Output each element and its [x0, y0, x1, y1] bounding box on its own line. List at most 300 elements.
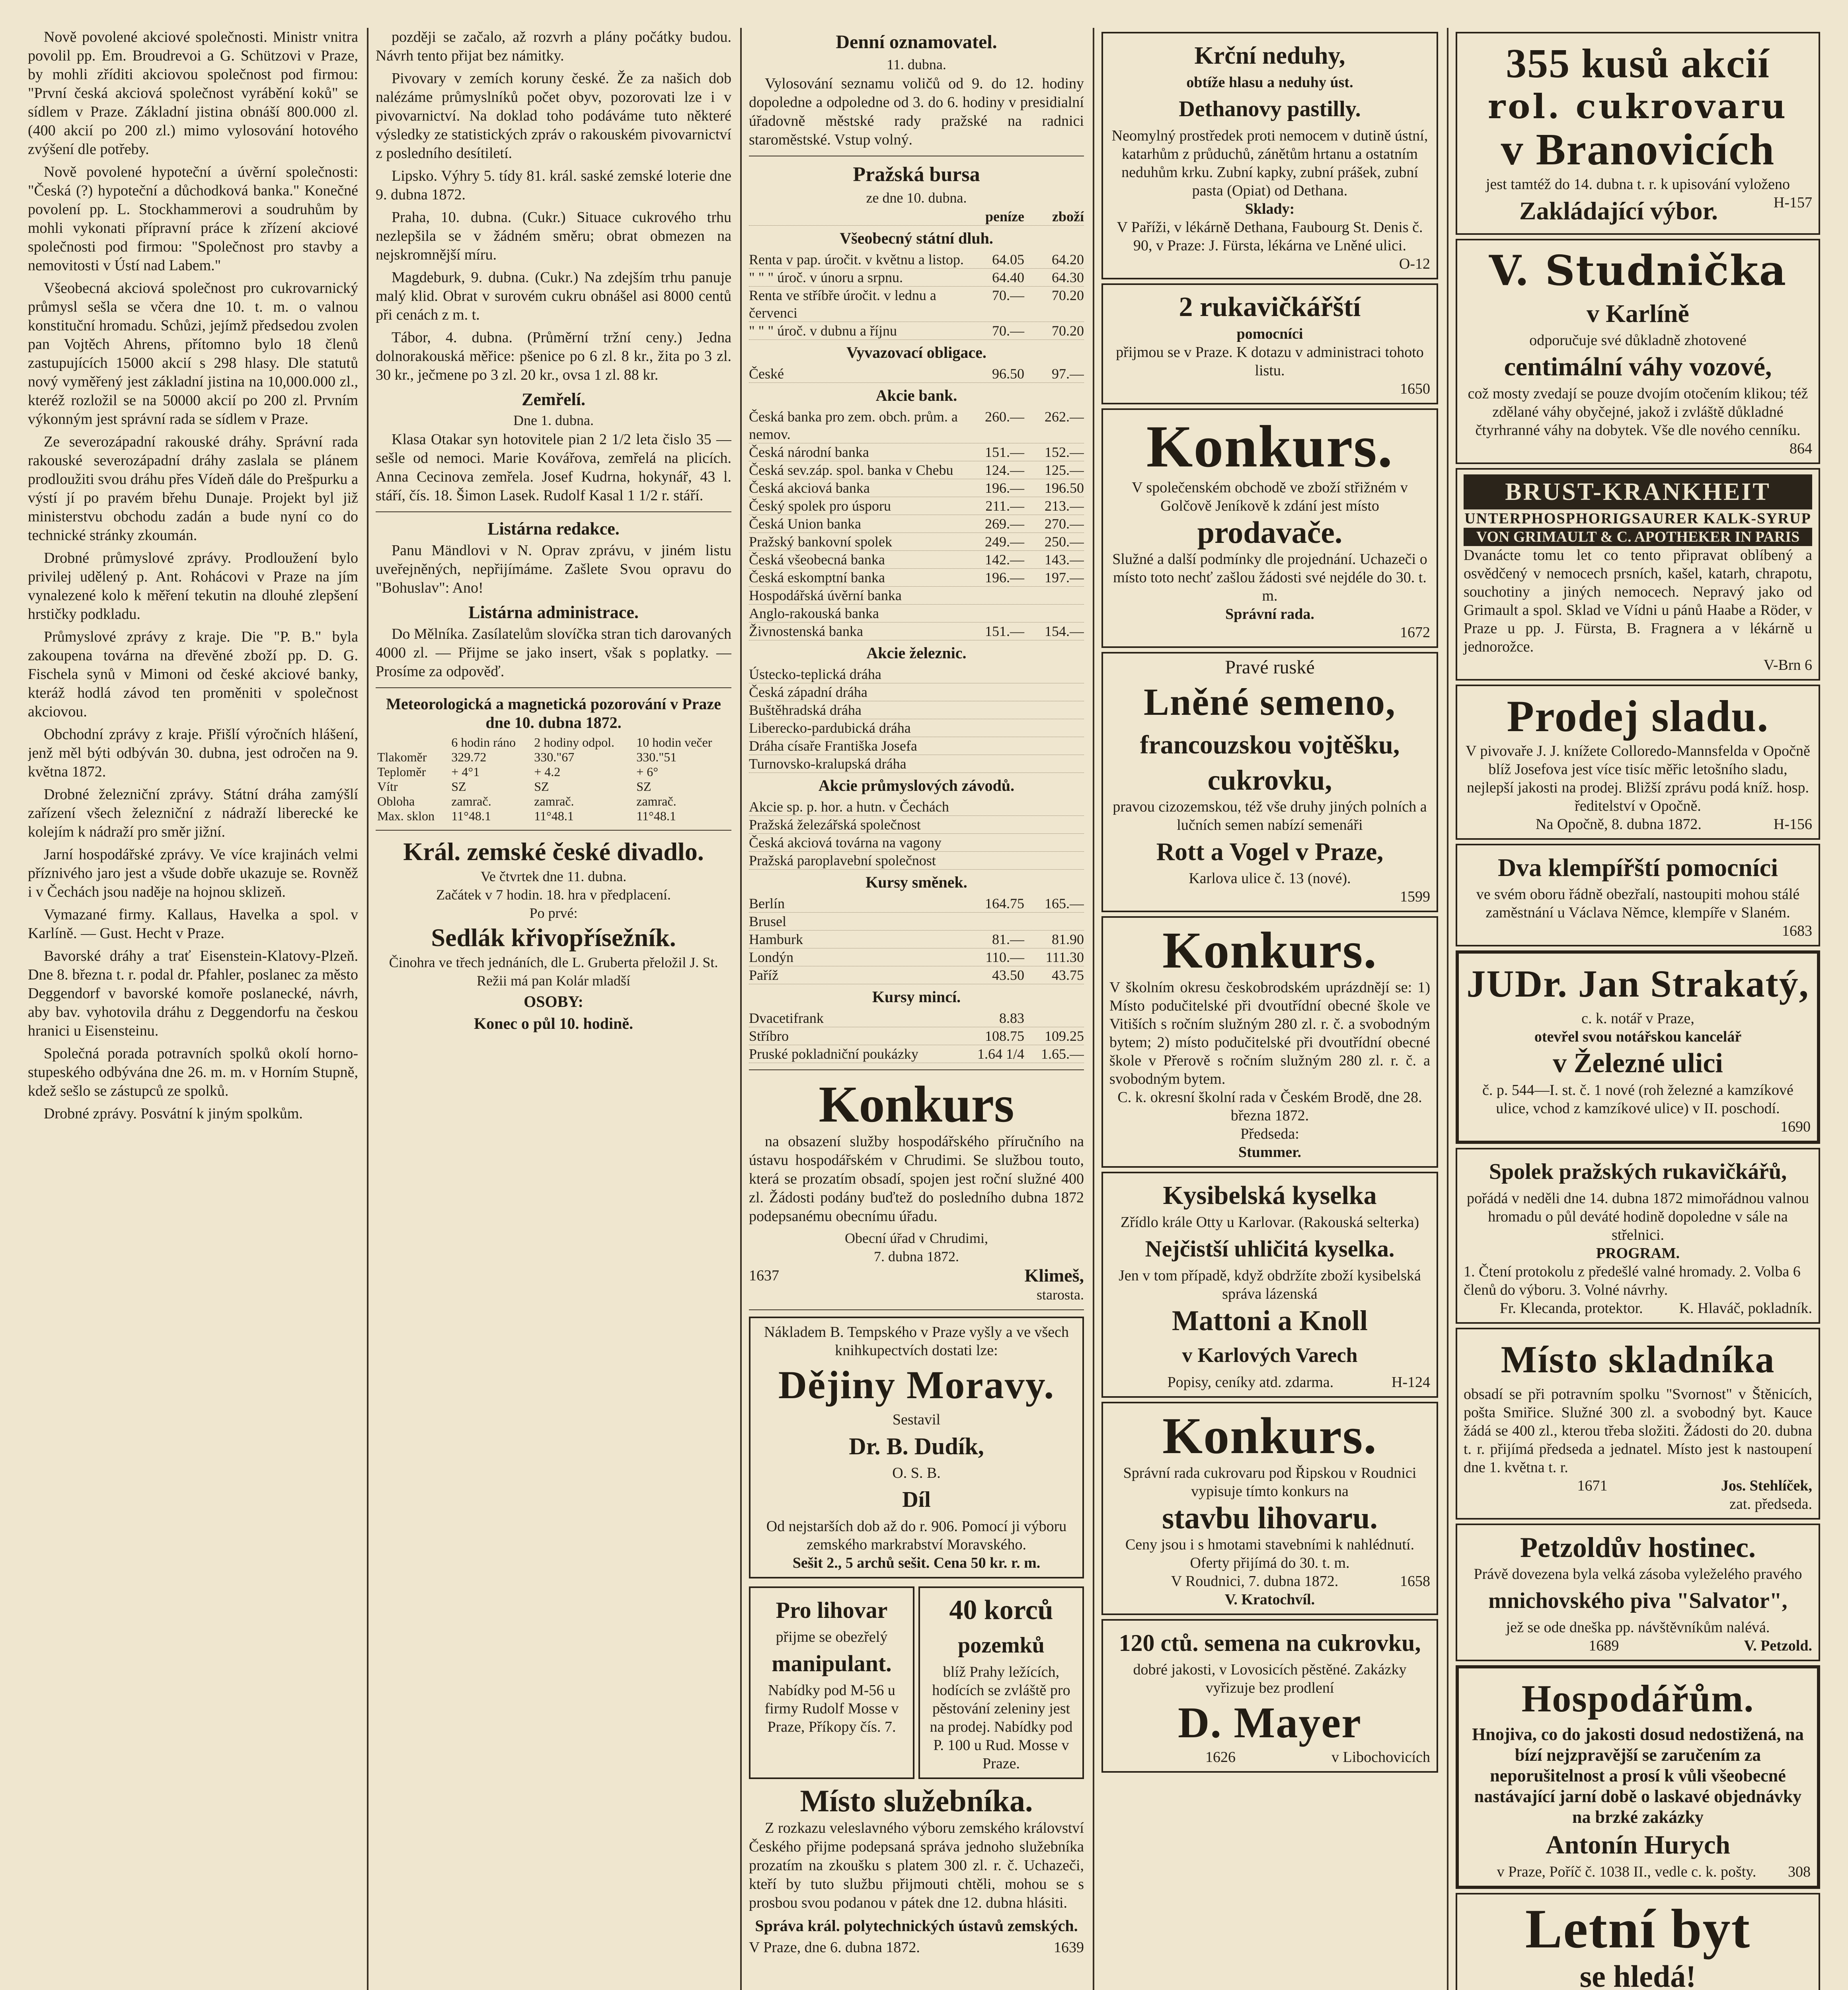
konkurs-name: Klimeš,	[1024, 1265, 1084, 1286]
shares-title: 355 kusů akcií	[1506, 41, 1770, 86]
bourse-item-name: Česká banka pro zem. obch. prům. a nemov.	[749, 409, 958, 442]
bourse-value: 64.40	[992, 269, 1024, 285]
table-cell: + 4.2	[534, 765, 561, 779]
table-row	[749, 852, 1084, 870]
divider	[376, 511, 731, 512]
table-row	[749, 816, 1084, 834]
tinsmith-title: Dva klempířští pomocníci	[1498, 853, 1778, 882]
konkurs-distillery-text: Správní rada cukrovaru pod Řipskou v Roudnici vypisuje tímto konkurs na	[1123, 1465, 1417, 1500]
table-cell: 11°48.1	[451, 809, 491, 823]
ad-pair	[749, 1582, 1084, 1783]
table-cell: 11°48.1	[534, 809, 574, 823]
notary-title: JUDr. Jan Strakatý,	[1466, 962, 1809, 1005]
storekeeper-footer	[1464, 1477, 1812, 1495]
konkurs-seller-title: Konkurs.	[1146, 414, 1394, 480]
news-paragraph: Drobné zprávy. Posvátní k jiným spolkům.	[44, 1105, 303, 1122]
distillery-ad	[749, 1586, 914, 1779]
bourse-table	[749, 229, 1084, 1063]
throat-text: Neomylný prostředek proti nemocem v dutině ústní, katarhům z průduchů, zánětům hrtanu a ostatním neduhům krku. Zubní kapky, zubní prášek, zubní pasta (Opiat) od Dethana.	[1111, 127, 1428, 199]
summer-flat-sub: se hledá!	[1579, 1959, 1696, 1990]
bourse-value	[965, 834, 1024, 851]
ad-number: 1690	[1780, 1118, 1811, 1135]
book-order: O. S. B.	[892, 1465, 941, 1481]
table-cell: zamrač.	[636, 794, 676, 808]
theatre-heading: Král. zemské české divadlo.	[403, 837, 704, 866]
bourse-value: 110.—	[985, 949, 1024, 965]
malt-text: V pivovaře J. J. knížete Colloredo-Mannsfelda v Opočně blíž Josefova jest více tisíc měřic letošního sladu, nejlepší jakosti na prodej. Bližší zprávu podá kníž. hosp. ředitelství v Opočně.	[1466, 743, 1810, 814]
scales-ad	[1456, 239, 1820, 464]
table-row	[749, 587, 1084, 605]
table-header-cell: 6 hodin ráno	[451, 735, 516, 749]
farmers-address: v Praze, Poříč č. 1038 II., vedle c. k. pošty.	[1497, 1863, 1756, 1880]
mineral-water-title: Kysibelská kyselka	[1163, 1181, 1377, 1210]
news-paragraph: později se začalo, až rozvrh a plány počátky budou. Návrh tento přijat bez námitky.	[376, 29, 731, 64]
table-row	[749, 1045, 1084, 1063]
bourse-value: 124.—	[985, 462, 1024, 478]
bourse-value	[1024, 798, 1084, 816]
bourse-value: 64.05	[992, 252, 1024, 267]
bourse-item-name: " " " úroč. v dubnu a říjnu	[749, 323, 897, 339]
konkurs-teacher-name: Stummer.	[1238, 1144, 1301, 1161]
ad-number: 1650	[1400, 380, 1430, 397]
ad-number: 1683	[1782, 923, 1812, 939]
distillery-title: Pro lihovar	[776, 1597, 888, 1623]
bourse-value: 269.—	[985, 516, 1024, 532]
admin-letters-text: Do Mělníka. Zasílatelům slovíčka stran tich darovaných 4000 zl. — Přijme se jako insert, však s poplatky. — Prosíme za odpověď.	[376, 626, 731, 680]
bourse-date: ze dne 10. dubna.	[866, 190, 967, 206]
konkurs-seller-ad	[1101, 408, 1438, 648]
farmers-text: Hnojiva, co do jakosti dosud nedostižená, na bízí nejzpravější se zaručením za neporušitelnost a prosí k vůli všeobecné nastávající jarní době o laskavé objednávky na brzké zakázky	[1472, 1725, 1804, 1827]
throat-brand: Dethanovy pastilly.	[1179, 97, 1361, 121]
beet-seed-place: v Libochovicích	[1331, 1749, 1430, 1766]
bourse-value: 250.—	[1045, 534, 1084, 550]
ad-number: 1637	[749, 1267, 779, 1284]
seed-firm: Rott a Vogel v Praze,	[1156, 837, 1384, 866]
book-by: Sestavil	[892, 1411, 941, 1428]
bourse-value: 143.—	[1045, 552, 1084, 568]
inn-footer	[1464, 1637, 1812, 1655]
bourse-value: 43.50	[992, 967, 1024, 983]
ad-number: 1658	[1400, 1573, 1430, 1590]
bourse-item-name: Dvacetifrank	[749, 1010, 824, 1026]
bourse-value	[1024, 587, 1084, 604]
book-title: Dějiny Moravy.	[778, 1363, 1055, 1407]
konkurs-heading: Konkurs	[819, 1076, 1014, 1133]
storekeeper-text: obsadí se při potravním spolku "Svornost" v Štěnicích, pošta Smiřice. Služné 300 zl. a svobodný byt. Kauce žádá se 400 zl., kterou třeba složiti. Žádosti do 20. dubna t. r. přijímá předseda a jednatel. Místo jest k nastoupení dne 1. května t. r.	[1464, 1386, 1812, 1476]
divider	[749, 1069, 1084, 1070]
seed-text: pravou cizozemskou, též vše druhy jiných polních a lučních semen nabízí semenáři	[1113, 798, 1427, 833]
bourse-item-name: " " " úroč. v únoru a srpnu.	[749, 269, 903, 285]
bourse-value: 70.—	[992, 287, 1024, 303]
news-paragraph: Pivovary v zemích koruny české. Že za našich dob nalézáme průmyslníků počet obyv, pozorovati lze i v pivovarnictví. Na doklad toho podáváme tuto některé výsledky ze statistických zpráv o rakouském pivovarnictví z posledního desítiletí.	[376, 70, 731, 162]
theatre-subtitle: Činohra ve třech jednáních, dle L. Gruberta přeložil J. St.	[389, 954, 718, 970]
bourse-value: 43.75	[1052, 967, 1084, 983]
throat-place: V Paříži, v lékárně Dethana, Faubourg St. Denis č. 90, v Praze: J. Fürsta, lékárna ve Lněné ulici.	[1117, 219, 1423, 254]
konkurs-role: starosta.	[1037, 1287, 1084, 1303]
syrup-ad	[1456, 468, 1820, 681]
column-4-ads	[1101, 28, 1438, 1990]
land-text: blíž Prahy ležících, hodících se zvláště pro pěstování zeleniny jest na prodej. Nabídky pod P. 100 u Rud. Mosse v Praze.	[930, 1664, 1073, 1772]
shares-sign: Zakládající výbor.	[1519, 197, 1718, 225]
konkurs-seller-big: prodavače.	[1197, 515, 1343, 550]
konkurs-teacher-text: V školním okresu českobrodském uprázdnějí se: 1) Místo podučitelské při dvoutřídní obecné škole ve Vitiších s ročním služným 280 zl. r. č. a svobodným bytem; 2) místo podučitelské při dvoutřídní obecné škole v Přerově s ročním služným 280 zl. r. č. a svobodným bytem.	[1109, 979, 1430, 1087]
inn-big: mnichovského piva "Salvator",	[1488, 1588, 1788, 1613]
theatre-persons: OSOBY:	[524, 993, 583, 1011]
theatre-start: Začátek v 7 hodin. 18. hra v předplacení.	[436, 887, 671, 903]
bourse-value: 154.—	[1045, 623, 1084, 639]
summer-flat-ad	[1456, 1893, 1820, 1990]
bourse-value: 70.—	[992, 323, 1024, 339]
letters-text: Panu Mändlovi v N. Oprav zprávu, v jiném listu uveřejněných, nepřijímáme. Zašlete Svou opravu do "Bohuslav": Ano!	[376, 542, 731, 596]
storekeeper-name: Jos. Stehlíček,	[1721, 1477, 1812, 1494]
bourse-value	[1024, 816, 1084, 833]
bourse-group-heading: Vyvazovací obligace.	[846, 343, 986, 361]
bourse-group-heading: Všeobecný státní dluh.	[840, 229, 993, 247]
bourse-group-heading: Akcie bank.	[875, 386, 957, 404]
beet-seed-title: 120 ctů. semena na cukrovku,	[1119, 1630, 1421, 1656]
table-cell: SZ	[534, 779, 549, 794]
bourse-value	[965, 665, 1024, 683]
konkurs-distillery-text2: Ceny jsou i s hmotami stavebními k nahlédnutí. Oferty přijímá do 30. t. m.	[1125, 1536, 1415, 1571]
bourse-value: 96.50	[992, 366, 1024, 382]
bourse-value: 70.20	[1052, 287, 1084, 303]
scales-big: centimální váhy vozové,	[1504, 352, 1772, 381]
table-row	[376, 779, 731, 794]
bourse-item-name: Turnovsko-kralupská dráha	[749, 756, 906, 772]
syrup-title: BRUST-KRANKHEIT	[1464, 474, 1812, 509]
servant-signature: Správa král. polytechnických ústavů zemských.	[755, 1917, 1078, 1935]
bourse-value	[1024, 913, 1084, 930]
servant-footer	[749, 1938, 1084, 1957]
distillery-big: manipulant.	[772, 1651, 892, 1676]
konkurs-teacher-chair: Předseda:	[1240, 1126, 1299, 1142]
news-paragraph: Magdeburk, 9. dubna. (Cukr.) Na zdejším trhu panuje malý klid. Obrat v surovém cukru obnášel asi 8000 centů při cenách z m. t.	[376, 269, 731, 323]
table-row	[749, 515, 1084, 533]
ad-number: 1599	[1400, 888, 1430, 905]
column-5-ads	[1456, 28, 1820, 1990]
column-2-news	[376, 28, 731, 1990]
seed-ad	[1101, 652, 1438, 912]
bourse-item-name: Akcie sp. p. hor. a hutn. v Čechách	[749, 799, 949, 815]
mineral-water-sub: Zřídlo krále Otty u Karlovar. (Rakouská selterka)	[1120, 1214, 1419, 1231]
inn-text2: jež se ode dneška pp. návštěvníkům nalévá.	[1506, 1619, 1770, 1636]
bourse-item-name: Živnostenská banka	[749, 623, 863, 639]
beet-seed-text: dobré jakosti, v Lovosicích pěstěné. Zakázky vyřizuje bez prodlení	[1133, 1661, 1407, 1696]
bourse-group-heading: Kursy mincí.	[872, 988, 961, 1006]
table-row	[749, 1009, 1084, 1027]
ad-number: 1626	[1205, 1749, 1236, 1766]
summer-flat-title: Letní byt	[1525, 1898, 1751, 1960]
servant-date: V Praze, dne 6. dubna 1872.	[749, 1939, 920, 1956]
scales-place: v Karlíně	[1587, 299, 1689, 328]
table-row	[749, 365, 1084, 383]
bourse-value: 211.—	[985, 498, 1024, 514]
notary-ad	[1456, 950, 1820, 1144]
bourse-value	[965, 701, 1024, 719]
bourse-value: 64.20	[1052, 252, 1084, 267]
table-row	[749, 497, 1084, 515]
table-row	[749, 719, 1084, 737]
konkurs-footer	[749, 1266, 1084, 1285]
malt-footer	[1464, 815, 1812, 833]
book-price: Sešit 2., 5 archů sešit. Cena 50 kr. r. m.	[792, 1555, 1041, 1571]
mineral-water-text: Jen v tom případě, když obdržíte zboží kysibelská správa lázenská	[1119, 1267, 1421, 1302]
table-row	[749, 895, 1084, 913]
bourse-value: 197.—	[1045, 570, 1084, 585]
table-row	[749, 798, 1084, 816]
konkurs-teacher-ad	[1101, 916, 1438, 1168]
ad-number: O-12	[1399, 256, 1430, 272]
deaths-text: Klasa Otakar syn hotovitele pian 2 1/2 leta čislo 35 — sešle od nemoci. Marie Kovářova, zemřelá na plicích. Anna Cecinova zemřela. Josef Kudrna, hokynář, 43 l. stáří, čís. 18. Šimon Lasek. Rudolf Kasal 1 1/2 r. stáří.	[376, 431, 731, 504]
notary-big: v Železné ulici	[1553, 1048, 1723, 1079]
table-row	[749, 251, 1084, 269]
divider	[376, 830, 731, 831]
mineral-water-big: Nejčistší uhličitá kyselka.	[1145, 1236, 1395, 1262]
ad-number: 308	[1788, 1863, 1811, 1880]
table-header-cell: 10 hodin večer	[636, 735, 712, 749]
bourse-value	[965, 913, 1024, 930]
bourse-value	[965, 852, 1024, 869]
syrup-maker: VON GRIMAULT & C. APOTHEKER IN PARIS	[1464, 528, 1812, 546]
bourse-value: 151.—	[985, 444, 1024, 460]
bourse-value	[1024, 1009, 1084, 1027]
land-sub: pozemků	[958, 1633, 1045, 1658]
konkurs-distillery-ad	[1101, 1402, 1438, 1615]
news-paragraph: Lipsko. Výhry 5. tídy 81. král. saské zemské loterie dne 9. dubna 1872.	[376, 168, 731, 203]
throat-ad	[1101, 32, 1438, 279]
book-publisher: Nákladem B. Tempského v Praze vyšly a ve všech knihkupectvích dostati lze:	[764, 1324, 1069, 1359]
table-row	[749, 966, 1084, 984]
weather-table	[376, 735, 731, 823]
theatre-play-title: Sedlák křivopřísežník.	[431, 923, 676, 952]
bourse-value: 151.—	[985, 623, 1024, 639]
bourse-value: 108.75	[985, 1028, 1024, 1044]
news-paragraph: Praha, 10. dubna. (Cukr.) Situace cukrového trhu nezlepšila se v žádném směru; obrat obmezen na nejskromnější míru.	[376, 209, 731, 263]
bourse-item-name: Berlín	[749, 896, 785, 911]
table-cell: 11°48.1	[636, 809, 676, 823]
bourse-value	[965, 798, 1024, 816]
bourse-value	[1024, 683, 1084, 701]
mineral-water-place: v Karlových Varech	[1182, 1344, 1358, 1367]
shares-ad	[1456, 32, 1820, 235]
seed-address: Karlova ulice č. 13 (nové).	[1189, 870, 1351, 887]
table-row	[749, 931, 1084, 948]
table-row	[376, 750, 731, 765]
bourse-value: 81.90	[1052, 931, 1084, 947]
bourse-value	[965, 816, 1024, 833]
news-paragraph: Jarní hospodářské zprávy. Ve více krajinách velmi příznivého jaro jest a všude dobře ukazuje se. Rovněž i v Čechách jsou naděje na hojnou sklizeň.	[28, 846, 358, 900]
throat-depots: Sklady:	[1245, 201, 1295, 217]
table-cell: Tlakoměr	[377, 750, 427, 764]
book-text: Od nejstarších dob až do r. 906. Pomocí ji výboru zemského markrabství Moravského.	[766, 1518, 1067, 1553]
bourse-heading: Pražská bursa	[853, 163, 980, 186]
news-paragraph: Tábor, 4. dubna. (Průměrní tržní ceny.) Jedna dolnorakouská měřice: pšenice po 6 zl. 8 kr., žita po 3 zl. 30 kr., ječmene po 3 zl. 20 kr., ovsa 1 zl. 88 kr.	[376, 329, 731, 383]
divider	[376, 687, 731, 688]
ad-number: 1671	[1577, 1477, 1608, 1494]
bourse-value	[1024, 701, 1084, 719]
table-row	[749, 1027, 1084, 1045]
bourse-item-name: Pražský bankovní spolek	[749, 534, 892, 550]
bourse-value: 111.30	[1045, 949, 1084, 965]
table-row	[749, 269, 1084, 287]
table-row	[749, 665, 1084, 683]
servant-heading: Místo služebníka.	[800, 1783, 1033, 1818]
tinsmith-ad	[1456, 844, 1820, 946]
table-cell: 329.72	[451, 750, 487, 764]
bourse-group-heading: Akcie železnic.	[866, 644, 967, 662]
syrup-sub: UNTERPHOSPHORIGSAURER KALK-SYRUP	[1464, 510, 1811, 527]
mineral-water-ad	[1101, 1172, 1438, 1398]
bourse-value	[1024, 605, 1084, 622]
bourse-header-row	[749, 208, 1084, 226]
bourse-col-header: peníze	[985, 209, 1024, 224]
bourse-value	[1024, 737, 1084, 755]
admin-letters-heading: Listárna administrace.	[468, 603, 639, 622]
seed-mid: francouzskou vojtěšku,	[1140, 730, 1400, 759]
table-cell: zamrač.	[451, 794, 491, 808]
bourse-item-name: Česká Union banka	[749, 516, 861, 532]
table-row	[749, 479, 1084, 497]
glover-sub: pomocníci	[1236, 326, 1303, 342]
bourse-item-name: Česká sev.záp. spol. banka v Chebu	[749, 462, 953, 478]
farmers-title: Hospodářům.	[1521, 1677, 1754, 1720]
bourse-item-name: Česká národní banka	[749, 444, 869, 460]
bourse-item-name: Renta v pap. úročit. v květnu a listop.	[749, 252, 964, 267]
glovers-society-text: pořádá v neděli dne 14. dubna 1872 mimořádnou valnou hromadu o půl deváté hodině dopoledne v sále na střelnici.	[1466, 1190, 1809, 1243]
scales-text: odporučuje své důkladně zhotovené	[1529, 332, 1747, 349]
divider	[749, 1309, 1084, 1310]
ad-number: 864	[1790, 440, 1812, 457]
konkurs-teacher-sign: C. k. okresní školní rada v Českém Brodě, dne 28. března 1872.	[1117, 1089, 1422, 1124]
tinsmith-text: ve svém oboru řádně obezřalí, nastoupiti mohou stálé zaměstnání u Václava Němce, klempíře v Slaném.	[1476, 886, 1800, 921]
news-paragraph: Průmyslové zprávy z kraje. Die "P. B." byla zakoupena továrna na dřevěné zboží pp. D. G. Fischela synů v Mimoni od české akciové banky, kteráž hodlá závod ten proměniti v společnost akciovou.	[28, 628, 358, 720]
table-row	[749, 551, 1084, 569]
malt-title: Prodej sladu.	[1507, 692, 1769, 741]
bourse-value: 165.—	[1045, 896, 1084, 911]
column-3	[749, 28, 1084, 1990]
book-author: Dr. B. Dudík,	[849, 1433, 984, 1459]
column-rule	[740, 28, 742, 1990]
table-row	[376, 794, 731, 809]
letters-heading: Listárna redakce.	[487, 519, 620, 538]
bourse-value: 1.64 1/4	[977, 1046, 1024, 1062]
mineral-water-footer	[1109, 1373, 1430, 1391]
bourse-value: 125.—	[1045, 462, 1084, 478]
bourse-value: 97.—	[1052, 366, 1084, 382]
table-cell: 330."67	[534, 750, 575, 764]
land-title: 40 korců	[949, 1595, 1053, 1625]
shares-mid: rol. cukrovaru	[1488, 87, 1788, 126]
distillery-text: Nabídky pod M-56 u firmy Rudolf Mosse v Praze, Příkopy čís. 7.	[764, 1682, 899, 1735]
theatre-end: Konec o půl 10. hodině.	[474, 1015, 634, 1032]
scales-title: V. Studnička	[1489, 246, 1787, 295]
bourse-value: 196.50	[1045, 480, 1084, 496]
throat-title: Krční neduhy,	[1194, 42, 1345, 69]
konkurs-seller-sign: Správní rada.	[1225, 606, 1314, 622]
mineral-water-foot: Popisy, ceníky atd. zdarma.	[1167, 1374, 1334, 1391]
bourse-value: 64.30	[1052, 269, 1084, 285]
konkurs-text: na obsazení služby hospodářského příručního na ústavu hospodářském v Chrudimi. Se službou touto, která se prozatím obsadí, spojen jest roční služné 400 zl. Žádosti podány buďtež do posledního dubna 1872 podepsanému obecnímu úřadu.	[749, 1133, 1084, 1225]
bourse-item-name: Pruské pokladniční poukázky	[749, 1046, 918, 1062]
news-paragraph: Vymazané firmy. Kallaus, Havelka a spol. v Karlíně. — Gust. Hecht v Praze.	[28, 906, 358, 942]
seed-mid2: cukrovku,	[1207, 764, 1332, 796]
bourse-value	[1024, 719, 1084, 737]
farmers-footer	[1465, 1863, 1811, 1881]
glovers-society-left: Fr. Klecanda, protektor.	[1499, 1300, 1643, 1317]
konkurs-distillery-title: Konkurs.	[1162, 1407, 1377, 1465]
storekeeper-role: zat. předseda.	[1729, 1496, 1812, 1512]
ad-number: H-157	[1773, 194, 1812, 211]
bourse-item-name: Paříž	[749, 967, 778, 983]
table-row	[749, 408, 1084, 443]
seed-title: Lněné semeno,	[1144, 681, 1396, 723]
bourse-value	[965, 683, 1024, 701]
table-row	[749, 605, 1084, 622]
beet-seed-footer	[1109, 1748, 1430, 1766]
bourse-value	[965, 719, 1024, 737]
notary-text: otevřel svou notářskou kancelář	[1534, 1028, 1742, 1045]
glovers-society-title: Spolek pražských rukavičkářů,	[1489, 1159, 1787, 1184]
bourse-item-name: Česká akciová továrna na vagony	[749, 835, 942, 851]
table-row	[749, 737, 1084, 755]
table-row	[749, 461, 1084, 479]
table-row	[749, 755, 1084, 773]
bourse-value	[965, 755, 1024, 773]
news-paragraph: Obchodní zprávy z kraje. Přišlí výročních hlášení, jenž měl býti odbýván 30. dubna, jest odročen na 9. května 1872.	[28, 726, 358, 780]
bourse-value: 70.20	[1052, 323, 1084, 339]
bourse-item-name: Renta ve stříbře úročit. v lednu a červenci	[749, 287, 936, 321]
daily-notice-heading: Denní oznamovatel.	[836, 31, 997, 53]
glovers-society-items: 1. Čtení protokolu z předešlé valné hromady. 2. Volba 6 členů do výboru. 3. Volné návrhy.	[1464, 1263, 1801, 1298]
inn-title: Petzoldův hostinec.	[1520, 1532, 1756, 1563]
glover-title: 2 rukavičkářští	[1179, 292, 1361, 322]
syrup-text: Dvanácte tomu let co tento připravat oblíbený a osvědčený v nemocech prsních, kašel, katarh, chrapotu, souchotiny a jiných nemocech. Nepravý jako od Grimault a spol. Sklad ve Vídni u pánů Haabe a Röder, v Praze u pp. J. Fürsta, B. Fragnera a v lékárně u jednorožce.	[1464, 547, 1812, 655]
table-row	[749, 287, 1084, 322]
column-rule	[1093, 28, 1094, 1990]
glovers-society-footer	[1464, 1299, 1812, 1317]
news-paragraph: Ze severozápadní rakouské dráhy. Správní rada rakouské severozápadní dráhy zaslala se plánem prodloužiti svou dráhu přes Vídeň dále do Prešpurku a výstí jí po pravém břehu Dunaje. Projekt byl již ministerstvu obchodu zadán a bude nyní co do technické stránky zkoumán.	[28, 433, 358, 544]
shares-place: v Branovicích	[1501, 125, 1775, 174]
distillery-sub: přijme se obezřelý	[776, 1629, 888, 1645]
column-1-news	[28, 28, 358, 1990]
theatre-first: Po prvé:	[529, 905, 578, 921]
konkurs-seller-text2: Služné a další podmínky dle projednání. Uchazeči o místo toto nechť zašlou žádosti své nejdéle do 30. t. m.	[1112, 551, 1427, 604]
table-row	[749, 322, 1084, 340]
bourse-group-heading: Kursy směnek.	[866, 873, 967, 891]
deaths-heading: Zemřelí.	[521, 390, 586, 409]
theatre-director: Režii má pan Kolár mladší	[477, 973, 630, 989]
konkurs-distillery-date: V Roudnici, 7. dubna 1872.	[1171, 1573, 1339, 1590]
table-row	[749, 948, 1084, 966]
column-rule	[1447, 28, 1448, 1990]
ad-number: 1689	[1589, 1637, 1619, 1654]
bourse-value	[1024, 665, 1084, 683]
bourse-item-name: Hamburk	[749, 931, 803, 947]
bourse-item-name: České	[749, 366, 784, 382]
bourse-value: 260.—	[985, 409, 1024, 425]
news-paragraph: Nově povolené akciové společnosti. Ministr vnitra povolil pp. Em. Broudrevoi a G. Schützovi v Praze, by mohli zříditi akciovou společnost pod firmou: "První česká akciová společnost vyrábění koků" se sídlem v Praze. Základní jistina obnáší 800.000 zl. (400 akcií po 200 zl.) mimo vylosování hotového zvýšení dle potřeby.	[28, 29, 358, 158]
bourse-group-heading: Akcie průmyslových závodů.	[818, 776, 1015, 794]
ad-number: 1639	[1054, 1939, 1084, 1956]
storekeeper-title: Místo skladníka	[1501, 1338, 1775, 1381]
bourse-value	[965, 587, 1024, 604]
bourse-value	[1024, 834, 1084, 851]
bourse-item-name: Liberecko-pardubická dráha	[749, 720, 911, 736]
bourse-value: 81.—	[992, 931, 1024, 947]
inn-name: V. Petzold.	[1744, 1637, 1812, 1654]
farmers-name: Antonín Hurych	[1546, 1830, 1730, 1859]
beet-seed-ad	[1101, 1619, 1438, 1773]
